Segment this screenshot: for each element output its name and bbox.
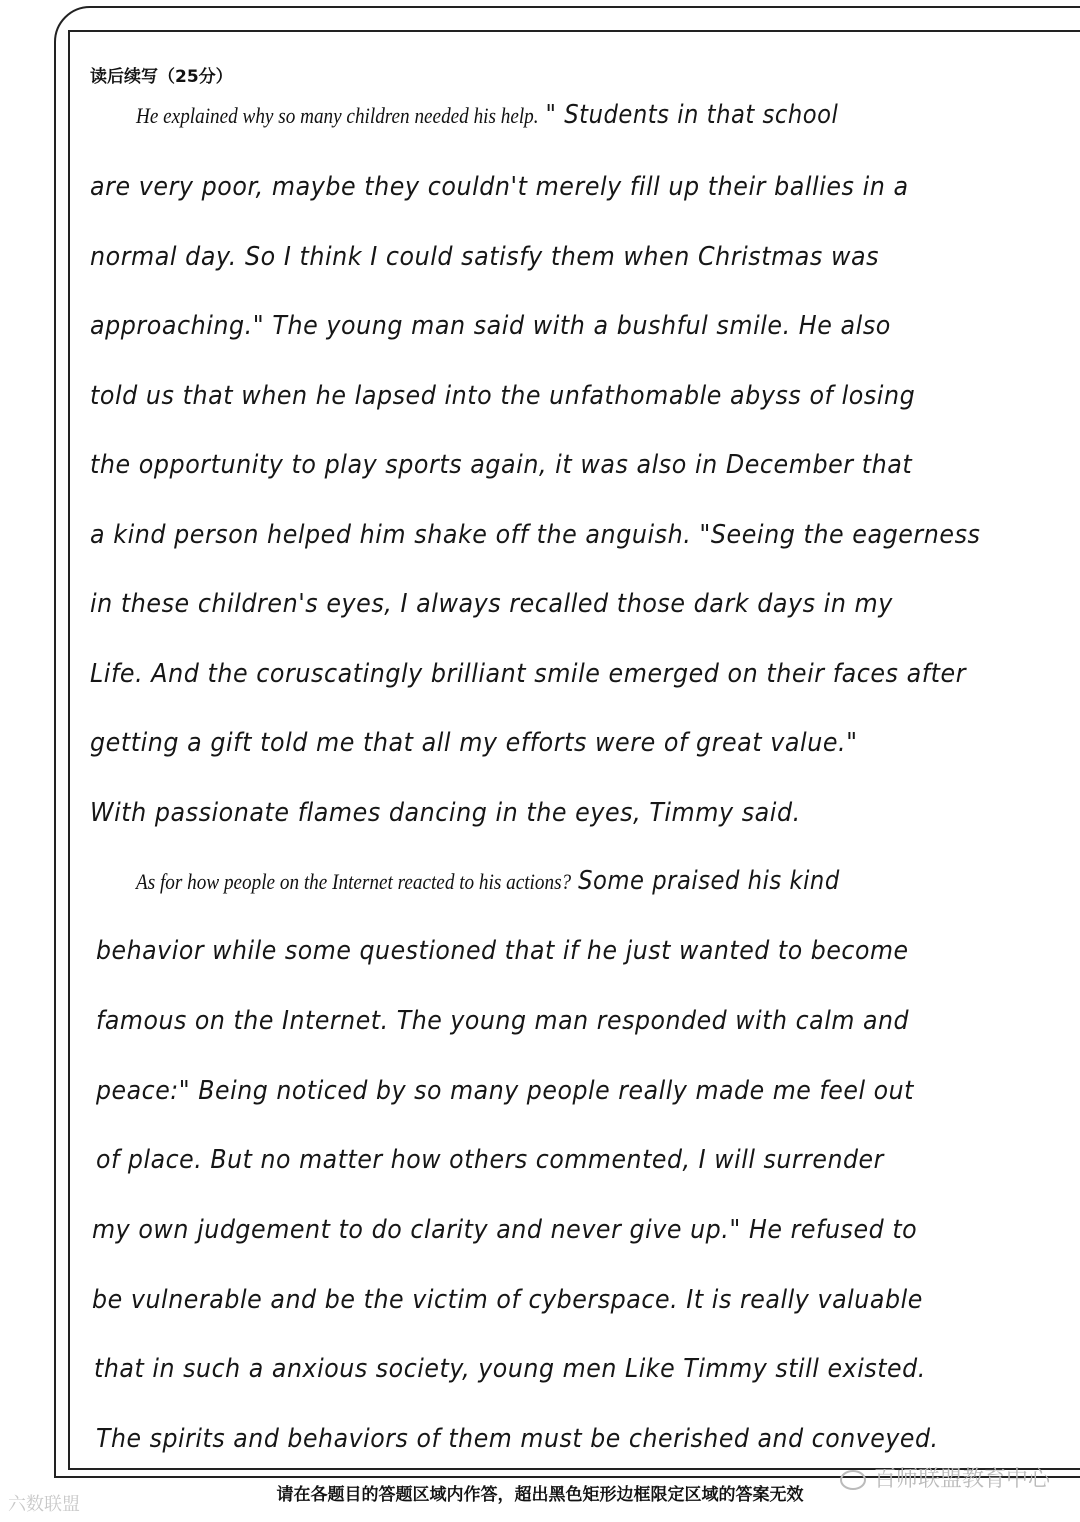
paragraph2-line-5	[96, 1145, 1078, 1195]
handwritten-text: a kind person helped him shake off the anguish. "Seeing the eagerness	[90, 520, 981, 550]
handwritten-text: peace:" Being noticed by so many people really made me feel out	[96, 1076, 914, 1106]
paragraph1-line-2	[90, 172, 1078, 222]
paragraph1-line-1	[136, 100, 1078, 150]
paragraph2-line-6	[92, 1215, 1078, 1265]
paragraph1-prompt: He explained why so many children needed his help.	[136, 103, 539, 128]
paragraph1-line-9	[90, 659, 1078, 709]
handwritten-text: Life. And the coruscatingly brilliant smile emerged on their faces after	[90, 659, 967, 689]
handwritten-text: the opportunity to play sports again, it was also in December that	[90, 450, 913, 480]
handwritten-text: famous on the Internet. The young man responded with calm and	[96, 1006, 910, 1036]
paragraph2-line-8	[94, 1354, 1078, 1404]
paragraph1-line-8	[90, 589, 1078, 639]
paragraph2-line-1	[136, 866, 1078, 916]
paragraph2-line-4	[96, 1076, 1078, 1126]
paragraph1-line-3	[90, 242, 1078, 292]
paragraph1-line-4	[90, 311, 1078, 361]
handwritten-text: With passionate flames dancing in the eyes, Timmy said.	[90, 798, 801, 828]
paragraph1-line-7	[90, 520, 1078, 570]
handwritten-text: in these children's eyes, I always recalled those dark days in my	[90, 589, 893, 619]
handwritten-text: " Students in that school	[545, 100, 839, 130]
paragraph1-line-10	[90, 728, 1078, 778]
paragraph2-line-7	[92, 1285, 1078, 1335]
handwritten-text: my own judgement to do clarity and never give up." He refused to	[92, 1215, 918, 1245]
section-heading: 读后续写（25分）	[90, 67, 233, 87]
handwritten-text: are very poor, maybe they couldn't merely fill up their ballies in a	[90, 172, 909, 202]
paragraph1-line-5	[90, 381, 1078, 431]
handwritten-text: behavior while some questioned that if he just wanted to become	[96, 936, 909, 966]
handwritten-text: that in such a anxious society, young men Like Timmy still existed.	[94, 1354, 926, 1384]
watermark-right-text: 百师联盟教育中心	[873, 1467, 1050, 1492]
handwritten-text: told us that when he lapsed into the unfathomable abyss of losing	[90, 381, 916, 411]
handwritten-text: getting a gift told me that all my efforts were of great value."	[90, 728, 858, 758]
handwritten-text: normal day. So I think I could satisfy them when Christmas was	[90, 242, 880, 272]
paragraph2-line-3	[96, 1006, 1078, 1056]
handwritten-text: Some praised his kind	[578, 866, 840, 896]
watermark-left: 六数联盟	[8, 1494, 80, 1515]
paragraph2-prompt: As for how people on the Internet reacted to his actions?	[136, 869, 572, 894]
handwritten-text: The spirits and behaviors of them must be cherished and conveyed.	[96, 1424, 939, 1454]
handwritten-text: be vulnerable and be the victim of cyberspace. It is really valuable	[92, 1285, 923, 1315]
paragraph1-line-6	[90, 450, 1078, 500]
paragraph1-line-11	[90, 798, 1078, 848]
handwritten-text: of place. But no matter how others commented, I will surrender	[96, 1145, 884, 1175]
handwritten-text: approaching." The young man said with a bushful smile. He also	[90, 311, 891, 341]
footer-instruction: 请在各题目的答题区域内作答，超出黑色矩形边框限定区域的答案无效	[276, 1485, 804, 1505]
paragraph2-line-2	[96, 936, 1078, 986]
